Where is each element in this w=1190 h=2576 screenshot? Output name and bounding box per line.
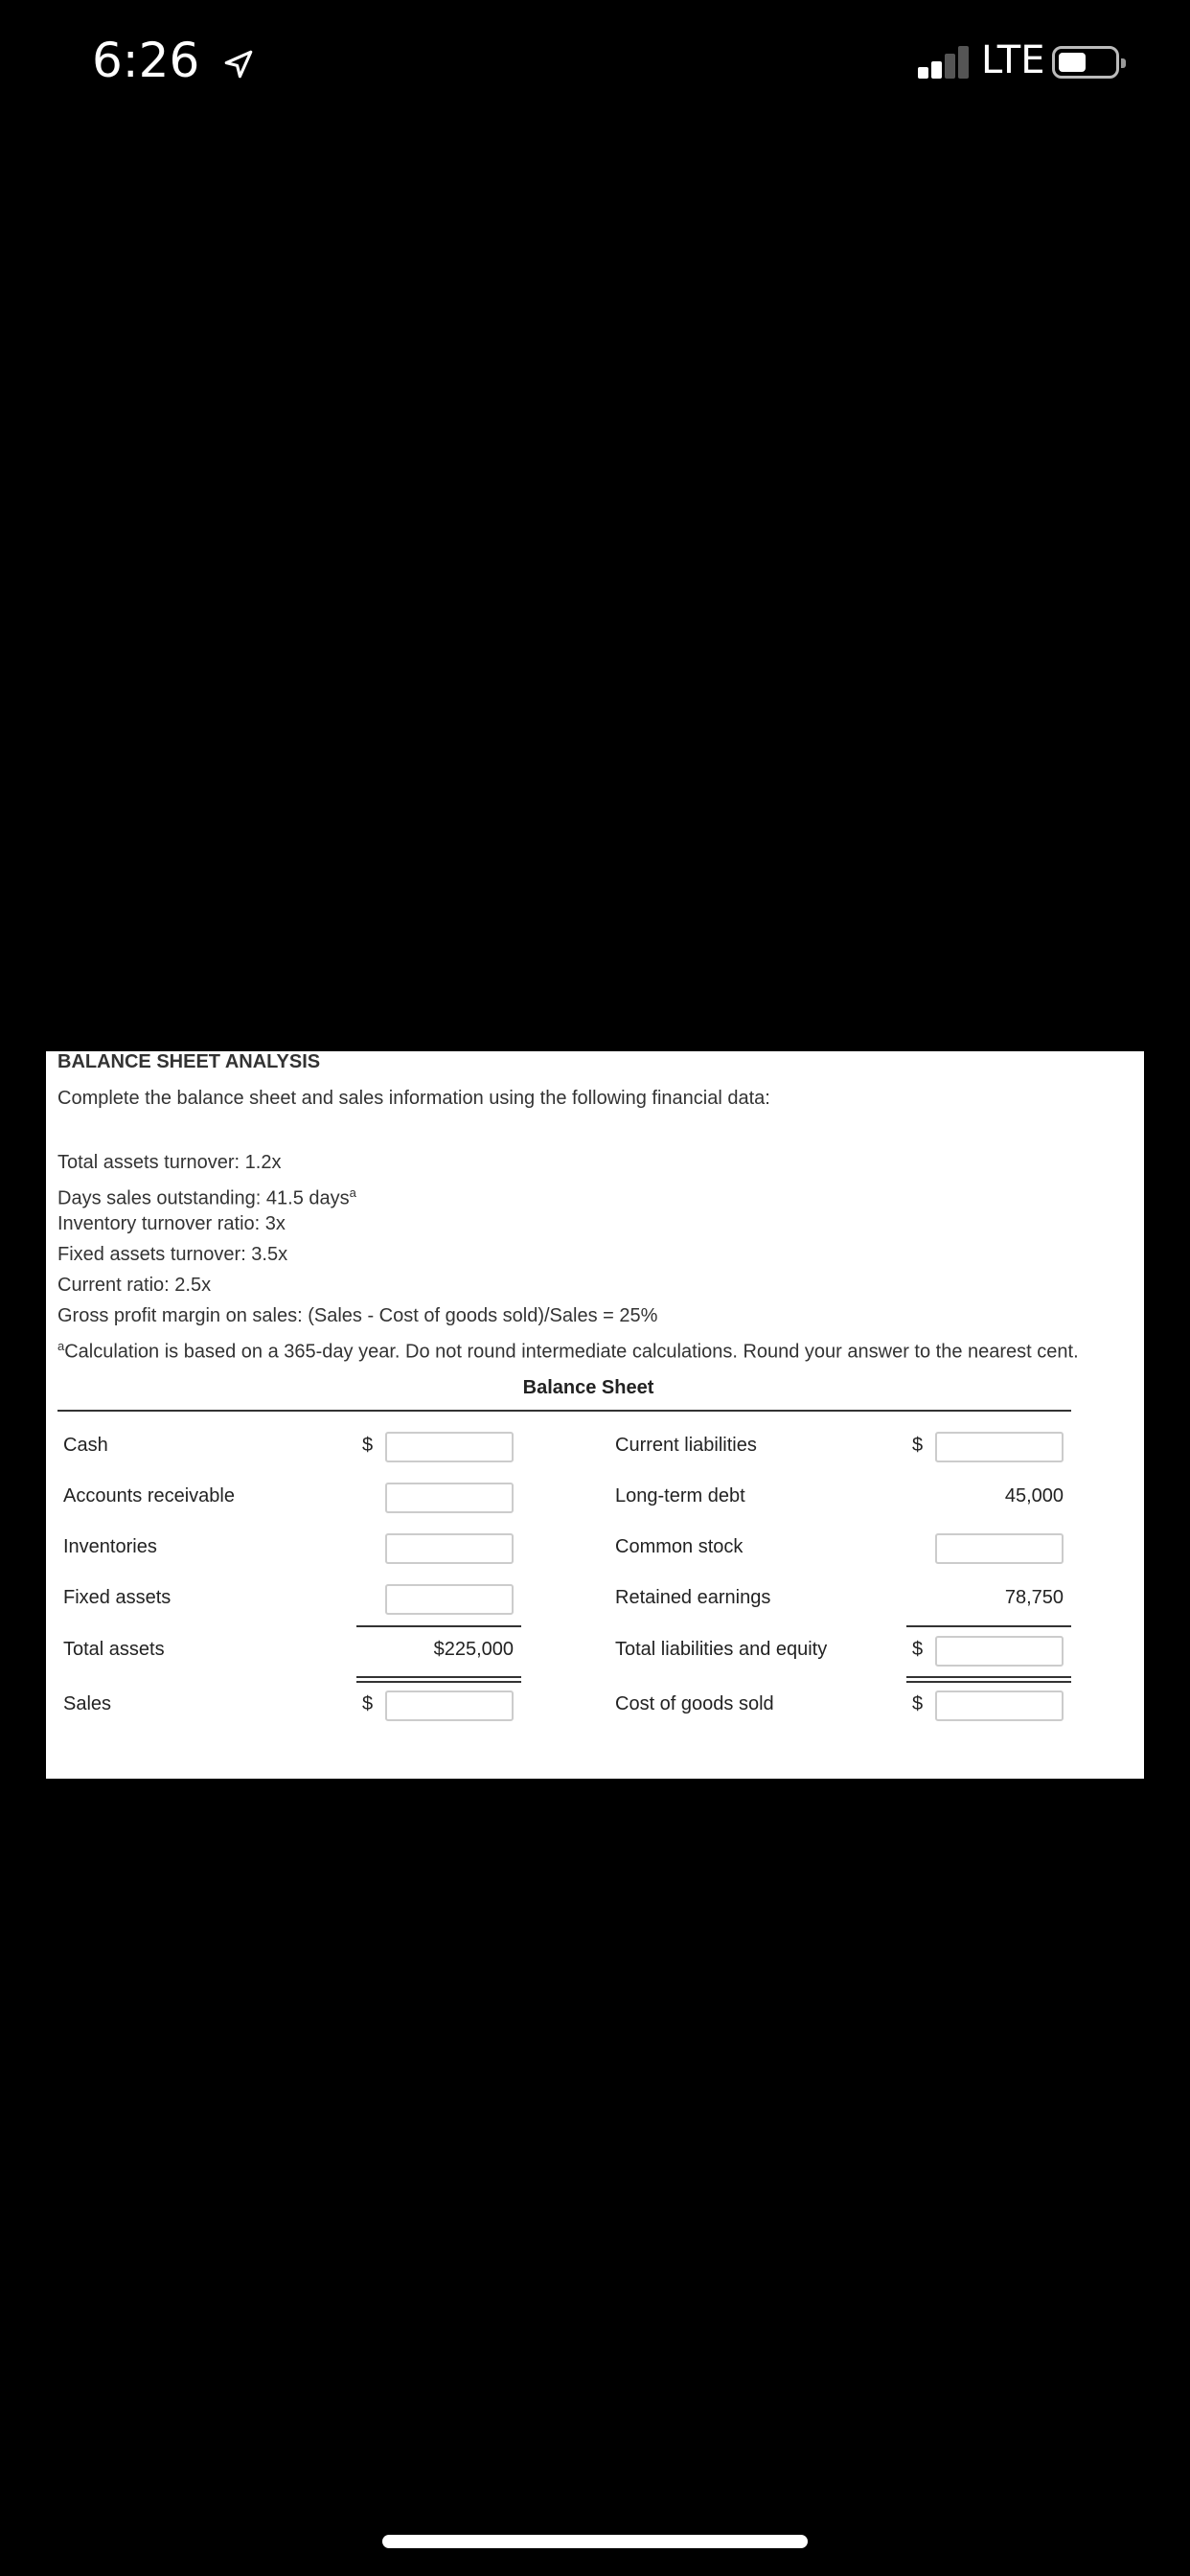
location-arrow-icon: [222, 48, 255, 80]
accounts-receivable-label: Accounts receivable: [63, 1485, 235, 1506]
fact-gross-profit-margin: Gross profit margin on sales: (Sales - Cost of goods sold)/Sales = 25%: [57, 1305, 658, 1326]
long-term-debt-label: Long-term debt: [615, 1485, 745, 1506]
footnote-text: Calculation is based on a 365-day year. Do not round intermediate calculations. Round your answer to the nearest cent.: [64, 1341, 1079, 1363]
balance-sheet-title: Balance Sheet: [522, 1377, 654, 1398]
sales-input[interactable]: [385, 1690, 514, 1721]
total-double-line-left: [356, 1676, 521, 1678]
fact-fixed-assets-turnover: Fixed assets turnover: 3.5x: [57, 1244, 288, 1265]
footnote: [57, 1331, 1079, 1362]
current-liabilities-label: Current liabilities: [615, 1435, 757, 1456]
cogs-input[interactable]: [935, 1690, 1064, 1721]
cash-label: Cash: [63, 1435, 108, 1456]
retained-earnings-label: Retained earnings: [615, 1587, 771, 1608]
total-assets-label: Total assets: [63, 1639, 165, 1660]
total-liabilities-equity-input[interactable]: [935, 1636, 1064, 1667]
currency-symbol: $: [362, 1435, 374, 1456]
home-indicator[interactable]: [382, 2535, 808, 2548]
inventories-label: Inventories: [63, 1536, 157, 1557]
subtotal-line-left: [356, 1625, 521, 1627]
total-double-line-right: [906, 1676, 1071, 1678]
footnote-marker: a: [349, 1185, 356, 1200]
battery-icon: [1052, 46, 1119, 79]
total-liabilities-equity-label: Total liabilities and equity: [615, 1639, 828, 1660]
accounts-receivable-input[interactable]: [385, 1483, 514, 1513]
total-assets-value: $225,000: [433, 1639, 514, 1660]
currency-symbol: $: [912, 1639, 924, 1660]
common-stock-input[interactable]: [935, 1533, 1064, 1564]
sales-label: Sales: [63, 1693, 112, 1714]
time-text: 6:26: [92, 33, 200, 88]
network-type: LTE: [981, 38, 1045, 82]
currency-symbol: $: [912, 1435, 924, 1456]
cogs-label: Cost of goods sold: [615, 1693, 774, 1714]
fact-days-sales-outstanding: [57, 1178, 1079, 1208]
current-liabilities-input[interactable]: [935, 1432, 1064, 1462]
currency-symbol: $: [362, 1693, 374, 1714]
fact-current-ratio: Current ratio: 2.5x: [57, 1275, 212, 1296]
signal-strength-icon: [918, 44, 972, 79]
inventories-input[interactable]: [385, 1533, 514, 1564]
currency-symbol: $: [912, 1693, 924, 1714]
cash-input[interactable]: [385, 1432, 514, 1462]
financial-data-list: [57, 1147, 1079, 1362]
subtotal-line-right: [906, 1625, 1071, 1627]
status-time: [92, 33, 255, 88]
header-rule: [57, 1410, 1071, 1412]
footnote-marker: a: [57, 1339, 65, 1353]
long-term-debt-value: 45,000: [1004, 1485, 1064, 1506]
balance-sheet-panel: [46, 1051, 1144, 1779]
common-stock-label: Common stock: [615, 1536, 744, 1557]
total-double-line-left: [356, 1681, 521, 1683]
fact-total-assets-turnover: Total assets turnover: 1.2x: [57, 1152, 282, 1173]
fixed-assets-label: Fixed assets: [63, 1587, 172, 1608]
instructions-text: Complete the balance sheet and sales information using the following financial data:: [57, 1088, 770, 1109]
fixed-assets-input[interactable]: [385, 1584, 514, 1615]
retained-earnings-value: 78,750: [1004, 1587, 1064, 1608]
page-title: BALANCE SHEET ANALYSIS: [57, 1051, 321, 1072]
fact-inventory-turnover: Inventory turnover ratio: 3x: [57, 1213, 286, 1234]
fact-text: Days sales outstanding: 41.5 days: [57, 1187, 350, 1209]
total-double-line-right: [906, 1681, 1071, 1683]
